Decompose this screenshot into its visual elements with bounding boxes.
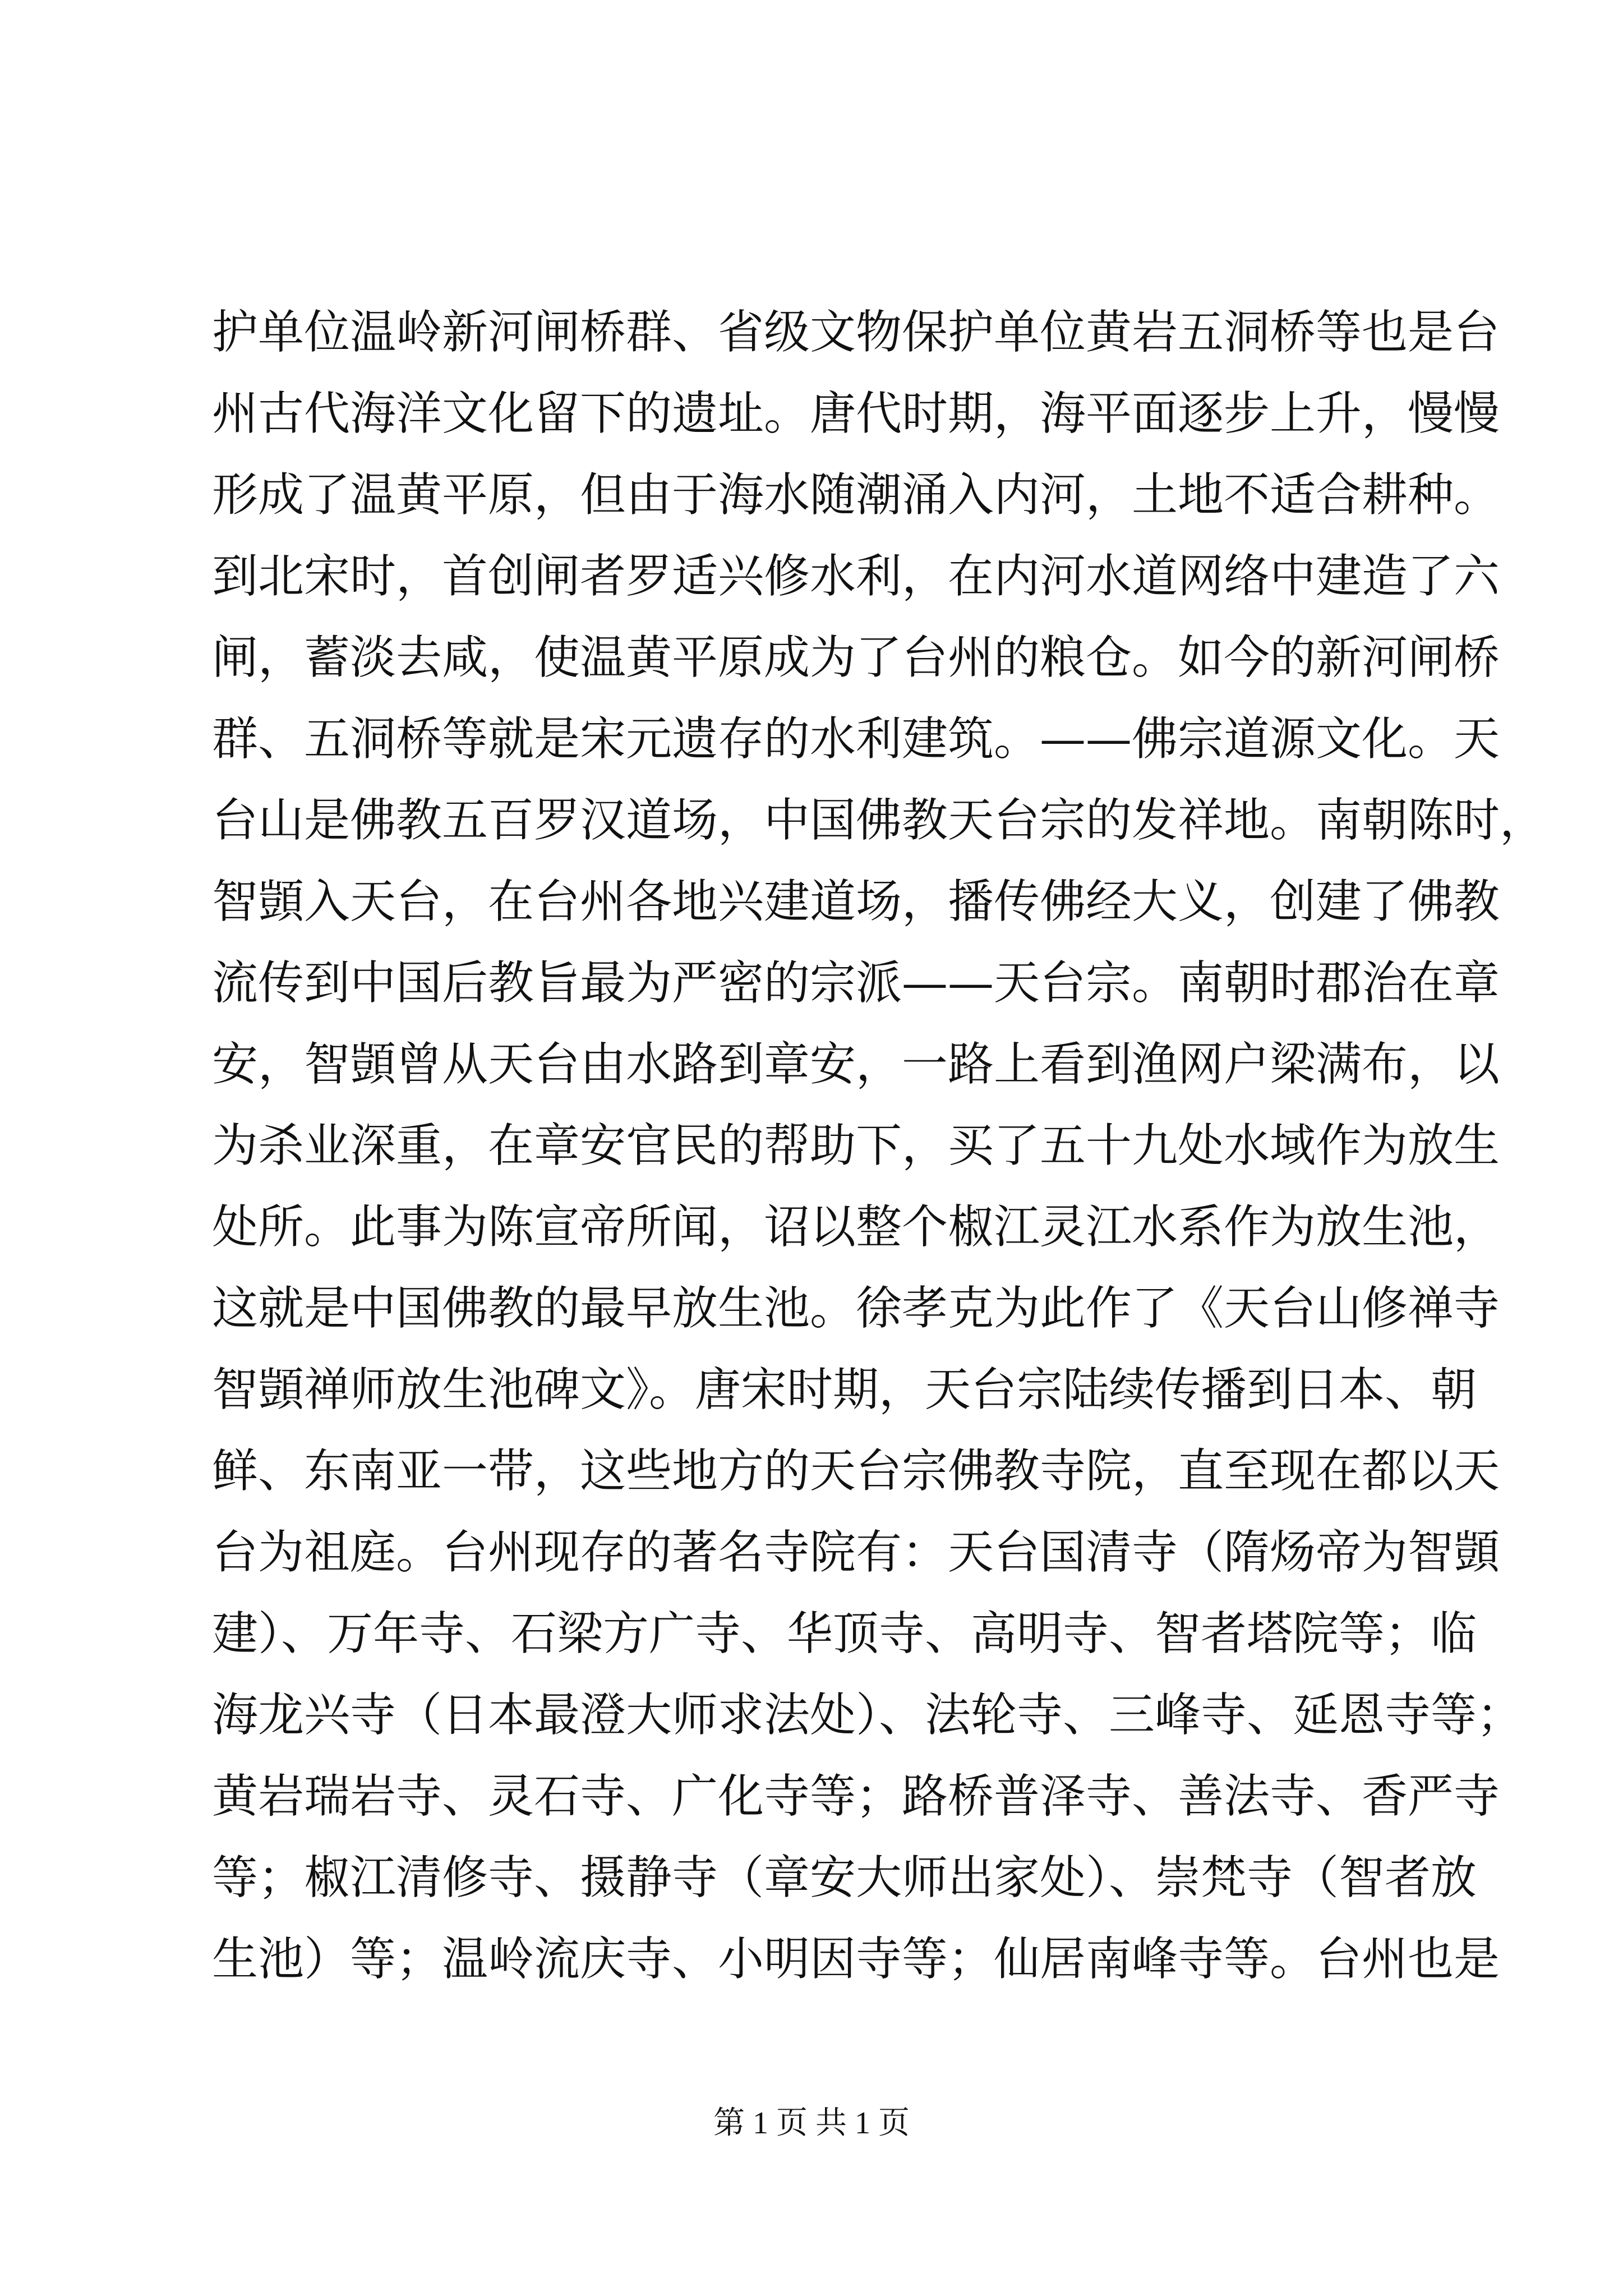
text-line: 护单位温岭新河闸桥群、省级文物保护单位黄岩五洞桥等也是台 — [212, 306, 1500, 359]
page-number-label: 第 1 页 共 1 页 — [713, 2106, 910, 2141]
text-line: 智顗禅师放生池碑文》。唐宋时期，天台宗陆续传播到日本、朝 — [212, 1363, 1477, 1416]
text-line: 智顗入天台，在台州各地兴建道场，播传佛经大义，创建了佛教 — [212, 875, 1500, 928]
page-footer — [0, 2098, 1623, 2143]
text-line: 生池）等；温岭流庆寺、小明因寺等；仙居南峰寺等。台州也是 — [212, 1932, 1500, 1986]
text-line: 台为祖庭。台州现存的著名寺院有：天台国清寺（隋炀帝为智顗 — [212, 1526, 1500, 1579]
text-line: 闸，蓄淡去咸，使温黄平原成为了台州的粮仓。如今的新河闸桥 — [212, 631, 1500, 684]
text-line: 台山是佛教五百罗汉道场，中国佛教天台宗的发祥地。南朝陈时， — [212, 794, 1546, 847]
body-text — [212, 292, 1546, 2000]
text-line: 这就是中国佛教的最早放生池。徐孝克为此作了《天台山修禅寺 — [212, 1282, 1500, 1335]
text-line: 到北宋时，首创闸者罗适兴修水利，在内河水道网络中建造了六 — [212, 550, 1500, 603]
text-line: 形成了温黄平原，但由于海水随潮涌入内河，土地不适合耕种。 — [212, 468, 1500, 522]
text-line: 等；椒江清修寺、摄静寺（章安大师出家处）、崇梵寺（智者放 — [212, 1851, 1477, 1904]
text-line: 群、五洞桥等就是宋元遗存的水利建筑。——佛宗道源文化。天 — [212, 712, 1500, 766]
text-line: 海龙兴寺（日本最澄大师求法处）、法轮寺、三峰寺、延恩寺等； — [212, 1688, 1523, 1742]
text-line: 鲜、东南亚一带，这些地方的天台宗佛教寺院，直至现在都以天 — [212, 1444, 1500, 1498]
text-line: 流传到中国后教旨最为严密的宗派——天台宗。南朝时郡治在章 — [212, 956, 1500, 1010]
text-line: 为杀业深重，在章安官民的帮助下，买了五十九处水域作为放生 — [212, 1119, 1500, 1172]
text-line: 黄岩瑞岩寺、灵石寺、广化寺等；路桥普泽寺、善法寺、香严寺 — [212, 1770, 1500, 1823]
text-line: 建）、万年寺、石梁方广寺、华顶寺、高明寺、智者塔院等；临 — [212, 1607, 1477, 1660]
text-line: 安，智顗曾从天台由水路到章安，一路上看到渔网户梁满布，以 — [212, 1038, 1500, 1091]
text-line: 处所。此事为陈宣帝所闻，诏以整个椒江灵江水系作为放生池， — [212, 1200, 1500, 1254]
text-line: 州古代海洋文化留下的遗址。唐代时期，海平面逐步上升，慢慢 — [212, 387, 1500, 440]
